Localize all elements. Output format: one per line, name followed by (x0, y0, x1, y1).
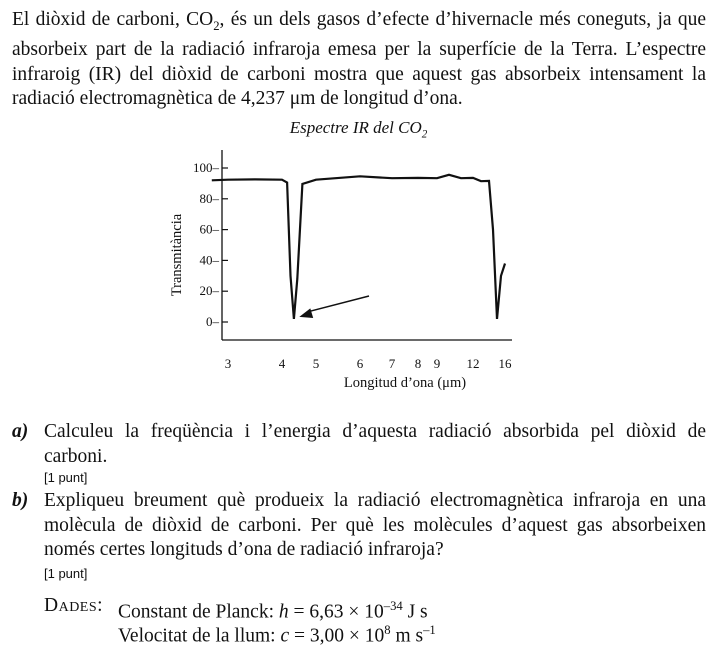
intro-subscript: 2 (213, 18, 220, 33)
y-tick-label: 0– (206, 314, 219, 329)
light-unit: m s (390, 625, 424, 647)
question-a (12, 420, 706, 469)
spectrum-line (212, 175, 505, 319)
arrow-shaft (307, 296, 369, 312)
planck-prefix: Constant de Planck: (118, 601, 279, 623)
light-line (118, 618, 436, 649)
y-tick-label: 100– (193, 160, 219, 175)
x-tick-label: 6 (356, 356, 364, 371)
x-tick-label: 5 (312, 356, 320, 371)
intro-text-2: , és un dels gasos d’efecte d’hivernacle més coneguts, ja que absorbeix part de la radiació infraroja emesa per la superfície de la Terra. L’espectre infraroig (IR) del diòxid de carboni mostra que aquest gas absorbeix intensament la radiació electromagnètica de 4,237 μm de longitud d’ona. (12, 9, 706, 110)
planck-exp: –34 (383, 599, 403, 613)
planck-unit: J s (402, 601, 428, 623)
x-tick-label: 3 (224, 356, 232, 371)
question-a-text: Calculeu la freqüència i l’energia d’aquesta radiació absorbida pel diòxid de carboni. (44, 421, 706, 467)
light-exp: 8 (384, 623, 391, 637)
arrow-head (299, 308, 313, 318)
light-value: = 3,00 × 10 (289, 625, 385, 647)
x-tick-label: 16 (498, 356, 512, 371)
planck-value: = 6,63 × 10 (288, 601, 384, 623)
y-tick-label: 20– (199, 283, 219, 299)
light-unit-exp: –1 (423, 623, 436, 637)
chart-title-text: Espectre IR del CO (289, 118, 422, 137)
planck-var: h (278, 601, 289, 623)
light-var: c (280, 625, 290, 647)
question-a-points: [1 punt] (44, 470, 88, 485)
data-label: Dades: (44, 595, 104, 616)
intro-text-1: El diòxid de carboni, CO (12, 9, 214, 30)
x-tick-label: 7 (388, 356, 396, 371)
y-tick-label: 60– (199, 221, 219, 237)
x-tick-label: 4 (278, 356, 286, 371)
question-b-points: [1 punt] (44, 566, 88, 581)
y-axis-label: Transmitància (169, 213, 185, 297)
y-tick-label: 80– (199, 190, 219, 206)
light-prefix: Velocitat de la llum: (118, 625, 281, 647)
question-b (12, 489, 706, 563)
x-tick-label: 8 (414, 356, 422, 371)
x-tick-label: 9 (433, 356, 441, 371)
chart-title-sub: 2 (421, 128, 428, 141)
question-b-letter: b) (12, 490, 29, 511)
chart-annotation (299, 296, 369, 318)
x-axis-label: Longitud d’ona (μm) (343, 375, 467, 391)
x-tick-label: 12 (466, 356, 480, 371)
question-a-letter: a) (12, 421, 29, 442)
y-tick-label: 40– (199, 252, 219, 268)
question-b-text: Expliqueu breument què produeix la radiació electromagnètica infraroja en una molècula de diòxid de carboni. Per què les molècules d’aquest gas absorbeixen només certes longituds d’ona de radiació infraroja? (44, 490, 706, 560)
